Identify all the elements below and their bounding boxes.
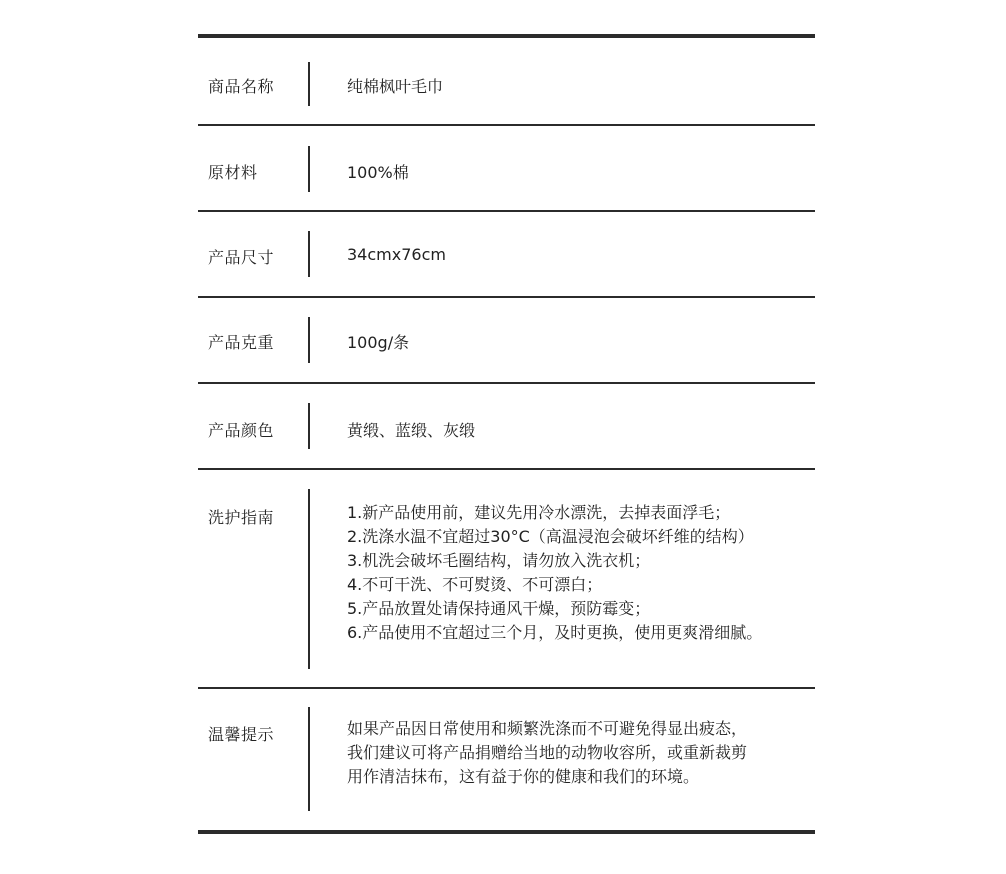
- column-divider: [308, 146, 310, 192]
- tips-text: [347, 717, 747, 789]
- column-divider: [308, 489, 310, 669]
- care-line: 4.不可干洗、不可熨烫、不可漂白；: [347, 575, 603, 594]
- row-care-guide: [198, 470, 815, 689]
- tips-line: 我们建议可将产品捐赠给当地的动物收容所，或重新裁剪: [347, 743, 748, 762]
- table-bottom-rule: [198, 830, 815, 834]
- column-divider: [308, 707, 310, 811]
- row-label: 商品名称: [208, 77, 275, 96]
- row-value: 纯棉枫叶毛巾: [347, 77, 444, 96]
- care-line: 1.新产品使用前，建议先用冷水漂洗，去掉表面浮毛；: [347, 503, 731, 522]
- care-line: 6.产品使用不宜超过三个月，及时更换，使用更爽滑细腻。: [347, 623, 763, 642]
- care-instructions: [347, 501, 762, 645]
- row-size: [198, 212, 815, 298]
- row-label: 洗护指南: [208, 508, 275, 527]
- row-label: 原材料: [208, 163, 258, 182]
- row-label: 产品尺寸: [208, 248, 275, 267]
- column-divider: [308, 317, 310, 363]
- row-value: 黄缎、蓝缎、灰缎: [347, 421, 476, 440]
- row-value: 100g/条: [347, 333, 410, 352]
- tips-line: 用作清洁抹布，这有益于你的健康和我们的环境。: [347, 767, 700, 786]
- row-product-name: [198, 38, 815, 126]
- row-value: 100%棉: [347, 163, 409, 182]
- column-divider: [308, 403, 310, 449]
- row-label: 产品颜色: [208, 421, 275, 440]
- tips-line: 如果产品因日常使用和频繁洗涤而不可避免得显出疲态，: [347, 719, 748, 738]
- product-spec-table: [198, 34, 815, 834]
- care-line: 2.洗涤水温不宜超过30°C（高温浸泡会破坏纤维的结构）: [347, 527, 754, 546]
- row-label: 温馨提示: [208, 725, 275, 744]
- row-tips: [198, 689, 815, 830]
- care-line: 5.产品放置处请保持通风干燥，预防霉变；: [347, 599, 651, 618]
- row-label: 产品克重: [208, 333, 275, 352]
- care-line: 3.机洗会破坏毛圈结构，请勿放入洗衣机；: [347, 551, 651, 570]
- row-color: [198, 384, 815, 470]
- column-divider: [308, 231, 310, 277]
- row-weight: [198, 298, 815, 384]
- row-material: [198, 126, 815, 212]
- row-value: 34cmx76cm: [347, 245, 446, 264]
- column-divider: [308, 62, 310, 106]
